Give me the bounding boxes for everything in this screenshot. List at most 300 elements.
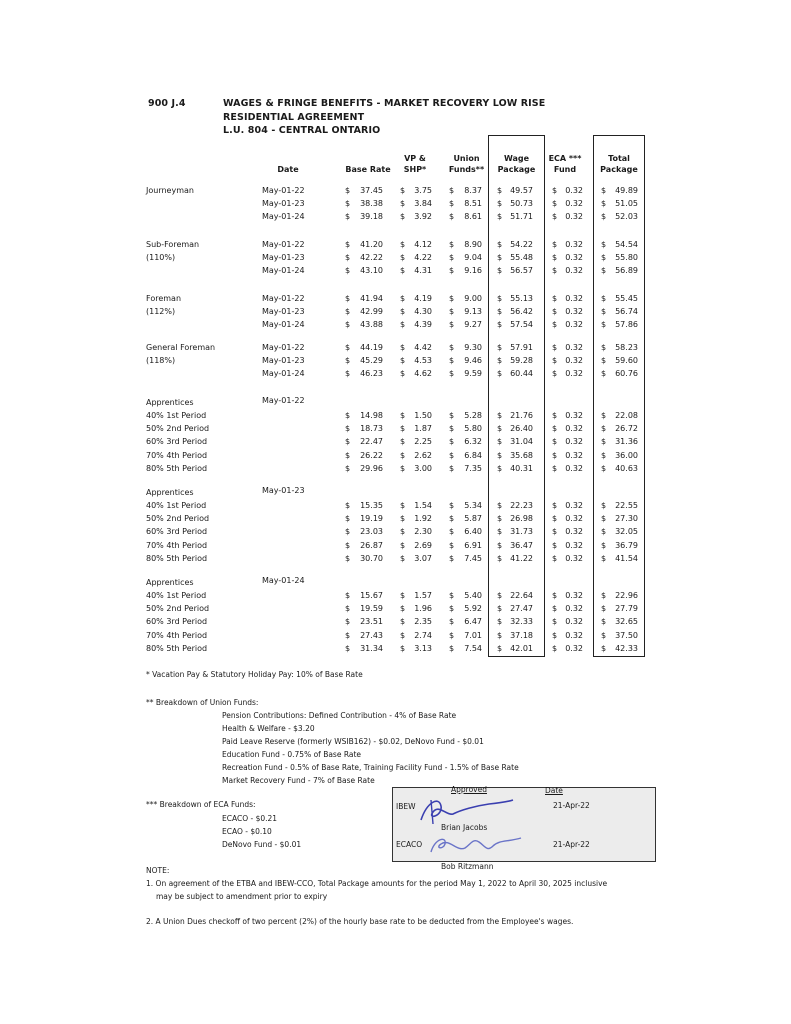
wage-value: 21.76 — [510, 411, 533, 420]
group-label: General Foreman — [146, 343, 216, 352]
base-value: 26.22 — [360, 450, 383, 460]
total-value: 58.23 — [615, 343, 638, 352]
eca-value: 0.32 — [565, 617, 583, 627]
vp-value: 2.30 — [414, 527, 432, 537]
group-label: (110%) — [146, 253, 176, 263]
wage-value: 57.54 — [510, 320, 533, 330]
base-value: 44.19 — [360, 343, 383, 352]
ecaco-label: ECACO — [396, 840, 423, 849]
currency-symbol: $ — [601, 294, 607, 303]
base-value: 23.51 — [360, 617, 383, 627]
total-value: 49.89 — [615, 186, 638, 195]
vp-value: 3.00 — [414, 463, 432, 473]
currency-symbol: $ — [345, 307, 351, 317]
base-value: 29.96 — [360, 463, 383, 473]
currency-symbol: $ — [400, 411, 406, 420]
currency-symbol: $ — [345, 253, 351, 263]
apprentice-period: 80% 5th Period — [146, 553, 208, 563]
currency-symbol: $ — [449, 411, 455, 420]
wage-value: 31.73 — [510, 527, 533, 537]
union-value: 8.51 — [464, 199, 482, 209]
total-value: 57.86 — [615, 320, 638, 330]
currency-symbol: $ — [601, 617, 607, 627]
currency-symbol: $ — [601, 424, 607, 434]
currency-symbol: $ — [345, 199, 351, 209]
eca-value: 0.32 — [565, 212, 583, 222]
vp-value: 4.31 — [414, 266, 432, 276]
eca-value: 0.32 — [565, 643, 583, 653]
currency-symbol: $ — [345, 369, 351, 379]
date-cell: May-01-24 — [262, 320, 305, 330]
currency-symbol: $ — [400, 553, 406, 563]
currency-symbol: $ — [400, 540, 406, 550]
signature-bob-ritzmann — [427, 832, 527, 860]
currency-symbol: $ — [601, 437, 607, 447]
approval-date-1: 21-Apr-22 — [553, 801, 590, 810]
col-header-vp-shp: VP & SHP* — [403, 154, 427, 174]
currency-symbol: $ — [400, 186, 406, 195]
base-value: 14.98 — [360, 411, 383, 420]
currency-symbol: $ — [449, 591, 455, 600]
vp-value: 2.35 — [414, 617, 432, 627]
currency-symbol: $ — [552, 501, 558, 510]
currency-symbol: $ — [400, 450, 406, 460]
currency-symbol: $ — [601, 604, 607, 614]
union-funds-item: Recreation Fund - 0.5% of Base Rate, Training Facility Fund - 1.5% of Base Rate — [222, 763, 519, 772]
currency-symbol: $ — [400, 253, 406, 263]
group-label: Foreman — [146, 294, 182, 303]
union-value: 5.28 — [464, 411, 482, 420]
total-value: 51.05 — [615, 199, 638, 209]
currency-symbol: $ — [345, 212, 351, 222]
date-label: Date — [545, 786, 563, 795]
currency-symbol: $ — [400, 199, 406, 209]
vp-value: 4.30 — [414, 307, 432, 317]
currency-symbol: $ — [345, 424, 351, 434]
currency-symbol: $ — [449, 356, 455, 366]
currency-symbol: $ — [497, 591, 503, 600]
currency-symbol: $ — [400, 643, 406, 653]
wage-value: 55.48 — [510, 253, 533, 263]
base-value: 41.20 — [360, 240, 383, 249]
base-value: 46.23 — [360, 369, 383, 379]
currency-symbol: $ — [400, 212, 406, 222]
eca-value: 0.32 — [565, 369, 583, 379]
apprentice-period: 40% 1st Period — [146, 411, 207, 420]
total-value: 32.65 — [615, 617, 638, 627]
currency-symbol: $ — [345, 463, 351, 473]
currency-symbol: $ — [449, 294, 455, 303]
currency-symbol: $ — [400, 369, 406, 379]
currency-symbol: $ — [497, 540, 503, 550]
eca-value: 0.32 — [565, 527, 583, 537]
currency-symbol: $ — [552, 617, 558, 627]
date-cell: May-01-24 — [262, 369, 305, 379]
currency-symbol: $ — [601, 540, 607, 550]
total-value: 22.96 — [615, 591, 638, 600]
wage-value: 49.57 — [510, 186, 533, 195]
union-value: 7.45 — [464, 553, 482, 563]
approval-date-2: 21-Apr-22 — [553, 840, 590, 849]
currency-symbol: $ — [497, 514, 503, 524]
total-value: 22.55 — [615, 501, 638, 510]
currency-symbol: $ — [552, 591, 558, 600]
currency-symbol: $ — [497, 630, 503, 640]
currency-symbol: $ — [497, 604, 503, 614]
base-value: 42.22 — [360, 253, 383, 263]
vp-value: 2.62 — [414, 450, 432, 460]
currency-symbol: $ — [552, 424, 558, 434]
date-cell: May-01-23 — [262, 253, 305, 263]
apprentice-period: 50% 2nd Period — [146, 604, 210, 614]
currency-symbol: $ — [552, 186, 558, 195]
currency-symbol: $ — [601, 266, 607, 276]
union-funds-item: Pension Contributions: Defined Contribution - 4% of Base Rate — [222, 711, 457, 720]
wage-value: 41.22 — [510, 553, 533, 563]
currency-symbol: $ — [400, 527, 406, 537]
currency-symbol: $ — [345, 186, 351, 195]
currency-symbol: $ — [449, 186, 455, 195]
currency-symbol: $ — [400, 240, 406, 249]
note-label: NOTE: — [146, 866, 170, 875]
currency-symbol: $ — [601, 527, 607, 537]
eca-value: 0.32 — [565, 630, 583, 640]
apprentices-label: Apprentices — [146, 488, 194, 497]
union-value: 5.40 — [464, 591, 482, 600]
date-cell: May-01-22 — [262, 294, 305, 303]
currency-symbol: $ — [601, 501, 607, 510]
eca-funds-item: DeNovo Fund - $0.01 — [222, 840, 302, 849]
currency-symbol: $ — [552, 343, 558, 352]
apprentice-period: 80% 5th Period — [146, 463, 208, 473]
union-value: 9.46 — [464, 356, 482, 366]
document-title-line-1: WAGES & FRINGE BENEFITS - MARKET RECOVERY LOW RISE — [223, 98, 546, 109]
currency-symbol: $ — [497, 320, 503, 330]
currency-symbol: $ — [345, 266, 351, 276]
currency-symbol: $ — [497, 437, 503, 447]
vp-value: 1.92 — [414, 514, 432, 524]
union-value: 6.84 — [464, 450, 482, 460]
vp-value: 2.74 — [414, 630, 432, 640]
apprentice-period: 60% 3rd Period — [146, 437, 208, 447]
currency-symbol: $ — [552, 369, 558, 379]
currency-symbol: $ — [400, 343, 406, 352]
currency-symbol: $ — [601, 369, 607, 379]
ibew-label: IBEW — [396, 802, 416, 811]
currency-symbol: $ — [552, 630, 558, 640]
eca-funds-item: ECACO - $0.21 — [222, 814, 278, 823]
apprentice-period: 50% 2nd Period — [146, 514, 210, 524]
total-value: 40.63 — [615, 463, 638, 473]
union-value: 7.35 — [464, 463, 482, 473]
apprentices-date: May-01-23 — [262, 486, 305, 495]
currency-symbol: $ — [601, 463, 607, 473]
total-value: 56.89 — [615, 266, 638, 276]
date-cell: May-01-24 — [262, 212, 305, 222]
vp-value: 4.22 — [414, 253, 432, 263]
union-funds-item: Market Recovery Fund - 7% of Base Rate — [222, 776, 375, 785]
union-value: 9.13 — [464, 307, 482, 317]
eca-value: 0.32 — [565, 514, 583, 524]
vp-value: 3.13 — [414, 643, 432, 653]
currency-symbol: $ — [552, 266, 558, 276]
currency-symbol: $ — [345, 630, 351, 640]
wage-value: 42.01 — [510, 643, 533, 653]
vp-value: 4.62 — [414, 369, 432, 379]
wage-value: 36.47 — [510, 540, 533, 550]
currency-symbol: $ — [345, 320, 351, 330]
total-value: 31.36 — [615, 437, 638, 447]
union-value: 6.47 — [464, 617, 482, 627]
currency-symbol: $ — [552, 514, 558, 524]
total-value: 52.03 — [615, 212, 638, 222]
currency-symbol: $ — [552, 463, 558, 473]
eca-funds-item: ECAO - $0.10 — [222, 827, 272, 836]
currency-symbol: $ — [449, 617, 455, 627]
vp-value: 4.39 — [414, 320, 432, 330]
col-header-base-rate: Base Rate — [345, 165, 391, 174]
apprentice-period: 70% 4th Period — [146, 540, 208, 550]
note-1-line-2: may be subject to amendment prior to expiry — [156, 892, 328, 901]
total-value: 37.50 — [615, 630, 638, 640]
approved-label: Approved — [451, 785, 487, 794]
wage-value: 22.23 — [510, 501, 533, 510]
eca-value: 0.32 — [565, 437, 583, 447]
currency-symbol: $ — [400, 501, 406, 510]
wage-value: 31.04 — [510, 437, 533, 447]
currency-symbol: $ — [345, 343, 351, 352]
currency-symbol: $ — [601, 630, 607, 640]
currency-symbol: $ — [449, 240, 455, 249]
currency-symbol: $ — [345, 450, 351, 460]
currency-symbol: $ — [497, 450, 503, 460]
currency-symbol: $ — [400, 604, 406, 614]
currency-symbol: $ — [345, 617, 351, 627]
currency-symbol: $ — [400, 437, 406, 447]
eca-value: 0.32 — [565, 253, 583, 263]
currency-symbol: $ — [400, 514, 406, 524]
currency-symbol: $ — [601, 411, 607, 420]
wage-value: 60.44 — [510, 369, 533, 379]
base-value: 15.67 — [360, 591, 383, 600]
eca-value: 0.32 — [565, 501, 583, 510]
currency-symbol: $ — [449, 553, 455, 563]
currency-symbol: $ — [552, 253, 558, 263]
currency-symbol: $ — [345, 540, 351, 550]
currency-symbol: $ — [400, 320, 406, 330]
currency-symbol: $ — [497, 253, 503, 263]
total-value: 36.00 — [615, 450, 638, 460]
base-value: 39.18 — [360, 212, 383, 222]
eca-value: 0.32 — [565, 356, 583, 366]
union-value: 5.80 — [464, 424, 482, 434]
total-value: 56.74 — [615, 307, 638, 317]
vp-value: 3.84 — [414, 199, 432, 209]
vp-value: 1.57 — [414, 591, 432, 600]
eca-value: 0.32 — [565, 186, 583, 195]
currency-symbol: $ — [552, 527, 558, 537]
union-value: 8.37 — [464, 186, 482, 195]
note-2: 2. A Union Dues checkoff of two percent (2%) of the hourly base rate to be deducted from the Employee's wages. — [146, 917, 574, 926]
currency-symbol: $ — [345, 553, 351, 563]
vp-value: 4.42 — [414, 343, 432, 352]
document-code: 900 J.4 — [148, 98, 186, 109]
signature-brian-jacobs — [417, 794, 517, 826]
approver-1-name: Brian Jacobs — [441, 823, 488, 832]
eca-value: 0.32 — [565, 604, 583, 614]
eca-value: 0.32 — [565, 424, 583, 434]
union-value: 5.92 — [464, 604, 482, 614]
base-value: 19.59 — [360, 604, 383, 614]
base-value: 41.94 — [360, 294, 383, 303]
vp-value: 1.50 — [414, 411, 432, 420]
total-value: 32.05 — [615, 527, 638, 537]
currency-symbol: $ — [497, 240, 503, 249]
base-value: 43.88 — [360, 320, 383, 330]
currency-symbol: $ — [449, 604, 455, 614]
total-value: 42.33 — [615, 643, 638, 653]
wage-value: 57.91 — [510, 343, 533, 352]
currency-symbol: $ — [497, 369, 503, 379]
eca-value: 0.32 — [565, 294, 583, 303]
currency-symbol: $ — [449, 266, 455, 276]
union-value: 9.59 — [464, 369, 482, 379]
currency-symbol: $ — [449, 437, 455, 447]
currency-symbol: $ — [601, 514, 607, 524]
currency-symbol: $ — [345, 294, 351, 303]
currency-symbol: $ — [400, 266, 406, 276]
group-label: (112%) — [146, 307, 176, 317]
union-value: 5.34 — [464, 501, 482, 510]
currency-symbol: $ — [601, 199, 607, 209]
wage-value: 56.57 — [510, 266, 533, 276]
currency-symbol: $ — [400, 424, 406, 434]
eca-value: 0.32 — [565, 307, 583, 317]
base-value: 45.29 — [360, 356, 383, 366]
base-value: 43.10 — [360, 266, 383, 276]
date-cell: May-01-22 — [262, 240, 305, 249]
currency-symbol: $ — [345, 437, 351, 447]
group-label: Journeyman — [146, 186, 194, 195]
base-value: 38.38 — [360, 199, 383, 209]
union-funds-breakdown-title: ** Breakdown of Union Funds: — [146, 698, 259, 707]
vp-value: 2.69 — [414, 540, 432, 550]
total-value: 27.79 — [615, 604, 638, 614]
base-value: 15.35 — [360, 501, 383, 510]
base-value: 37.45 — [360, 186, 383, 195]
vp-value: 4.53 — [414, 356, 432, 366]
apprentice-period: 50% 2nd Period — [146, 424, 210, 434]
currency-symbol: $ — [497, 463, 503, 473]
vp-value: 3.75 — [414, 186, 432, 195]
total-value: 60.76 — [615, 369, 638, 379]
wage-value: 32.33 — [510, 617, 533, 627]
date-cell: May-01-23 — [262, 356, 305, 366]
currency-symbol: $ — [345, 411, 351, 420]
apprentice-period: 70% 4th Period — [146, 450, 208, 460]
eca-value: 0.32 — [565, 540, 583, 550]
currency-symbol: $ — [497, 617, 503, 627]
currency-symbol: $ — [400, 356, 406, 366]
wage-value: 59.28 — [510, 356, 533, 366]
currency-symbol: $ — [345, 527, 351, 537]
col-header-total-package: Total Package — [600, 154, 638, 174]
currency-symbol: $ — [345, 240, 351, 249]
currency-symbol: $ — [400, 463, 406, 473]
document-title-line-2: RESIDENTIAL AGREEMENT — [223, 112, 365, 123]
currency-symbol: $ — [601, 212, 607, 222]
currency-symbol: $ — [552, 553, 558, 563]
currency-symbol: $ — [552, 437, 558, 447]
currency-symbol: $ — [345, 604, 351, 614]
apprentice-period: 70% 4th Period — [146, 630, 208, 640]
apprentice-period: 60% 3rd Period — [146, 527, 208, 537]
currency-symbol: $ — [449, 424, 455, 434]
wage-value: 56.42 — [510, 307, 533, 317]
eca-value: 0.32 — [565, 343, 583, 352]
vp-value: 1.96 — [414, 604, 432, 614]
note-1-line-1: 1. On agreement of the ETBA and IBEW-CCO, Total Package amounts for the period May 1, 2022 to April 30, 2025 inclusive — [146, 879, 608, 888]
wage-value: 37.18 — [510, 630, 533, 640]
currency-symbol: $ — [400, 617, 406, 627]
document-title-line-3: L.U. 804 - CENTRAL ONTARIO — [223, 125, 381, 136]
wage-value: 26.40 — [510, 424, 533, 434]
vp-value: 4.19 — [414, 294, 432, 303]
base-value: 19.19 — [360, 514, 383, 524]
vp-value: 1.54 — [414, 501, 432, 510]
eca-value: 0.32 — [565, 411, 583, 420]
total-value: 27.30 — [615, 514, 638, 524]
apprentices-date: May-01-24 — [262, 576, 305, 585]
date-cell: May-01-24 — [262, 266, 305, 276]
wage-value: 54.22 — [510, 240, 533, 249]
currency-symbol: $ — [449, 320, 455, 330]
col-header-wage-package: Wage Package — [497, 154, 536, 174]
currency-symbol: $ — [601, 307, 607, 317]
base-value: 18.73 — [360, 424, 383, 434]
union-funds-item: Health & Welfare - $3.20 — [222, 724, 315, 733]
currency-symbol: $ — [345, 356, 351, 366]
currency-symbol: $ — [497, 307, 503, 317]
group-label: Sub-Foreman — [146, 240, 200, 249]
currency-symbol: $ — [400, 307, 406, 317]
vp-value: 2.25 — [414, 437, 432, 447]
currency-symbol: $ — [601, 253, 607, 263]
currency-symbol: $ — [601, 240, 607, 249]
base-value: 30.70 — [360, 553, 383, 563]
apprentice-period: 40% 1st Period — [146, 591, 207, 600]
currency-symbol: $ — [497, 643, 503, 653]
apprentices-label: Apprentices — [146, 398, 194, 407]
total-value: 55.80 — [615, 253, 638, 263]
vp-value: 4.12 — [414, 240, 432, 249]
currency-symbol: $ — [449, 253, 455, 263]
date-cell: May-01-22 — [262, 343, 305, 352]
base-value: 23.03 — [360, 527, 383, 537]
eca-value: 0.32 — [565, 463, 583, 473]
currency-symbol: $ — [449, 643, 455, 653]
currency-symbol: $ — [400, 591, 406, 600]
currency-symbol: $ — [601, 356, 607, 366]
currency-symbol: $ — [552, 320, 558, 330]
currency-symbol: $ — [449, 199, 455, 209]
currency-symbol: $ — [345, 643, 351, 653]
currency-symbol: $ — [552, 212, 558, 222]
eca-value: 0.32 — [565, 320, 583, 330]
vacation-pay-note: * Vacation Pay & Statutory Holiday Pay: 10% of Base Rate — [146, 670, 363, 679]
wage-value: 40.31 — [510, 463, 533, 473]
currency-symbol: $ — [449, 343, 455, 352]
